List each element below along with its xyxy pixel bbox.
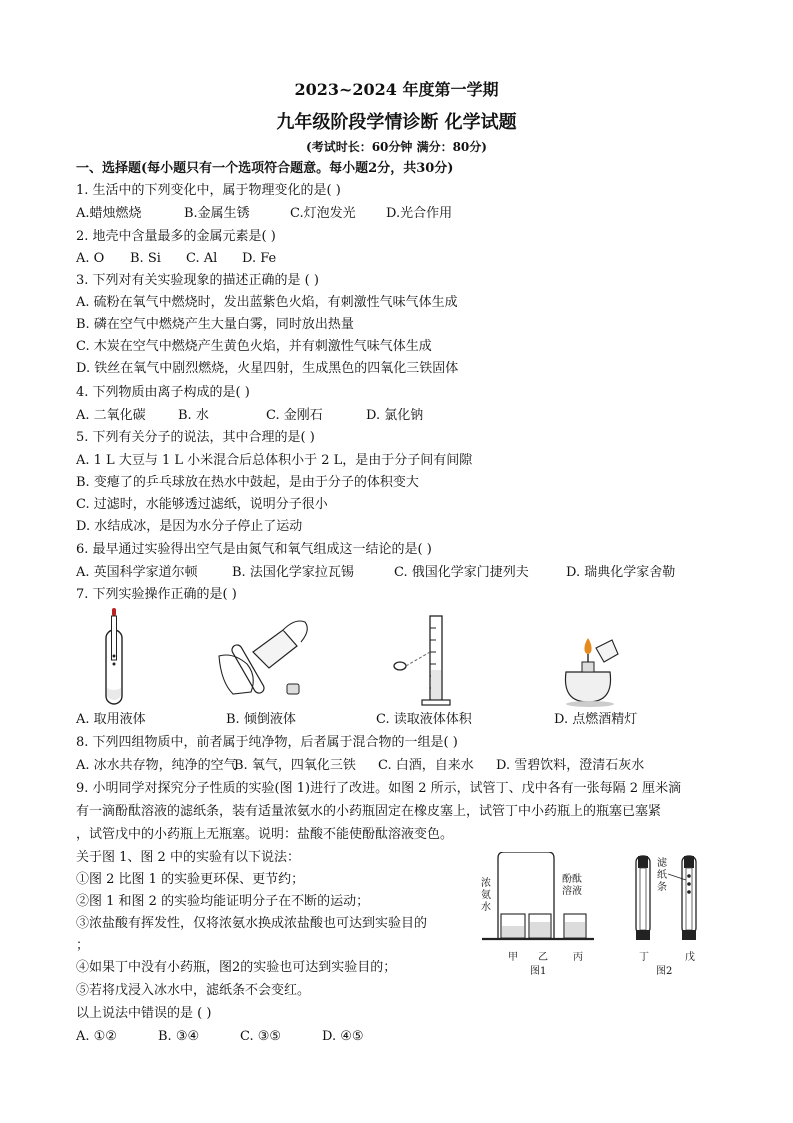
q1-option-b: B.金属生锈 bbox=[184, 206, 250, 221]
q8-option-b: B. 氧气，四氧化三铁 bbox=[234, 758, 356, 773]
q3-option-b: B. 磷在空气中燃烧产生大量白雾，同时放出热量 bbox=[76, 317, 354, 332]
q9-statement-1: ①图 2 比图 1 的实验更环保、更节约； bbox=[76, 872, 305, 887]
q9-paragraph-2: 有一滴酚酞溶液的滤纸条，装有适量浓氨水的小药瓶固定在橡皮塞上，试管丁中小药瓶上的瓶塞已塞紧 bbox=[76, 804, 662, 819]
q7-option-b: B. 倾倒液体 bbox=[226, 712, 296, 727]
q1-options bbox=[76, 205, 452, 223]
q2-option-b: B. Si bbox=[130, 251, 161, 266]
figure-1-beakers bbox=[478, 852, 598, 944]
label-ding: 丁 bbox=[639, 952, 649, 963]
q6-options bbox=[76, 564, 675, 582]
alcohol-lamp-figure bbox=[552, 632, 622, 708]
q9-options bbox=[76, 1028, 364, 1046]
q9-statement-3-tail: ； bbox=[76, 938, 90, 953]
graduated-cylinder-figure bbox=[392, 612, 472, 708]
q9-paragraph-1: 9. 小明同学对探究分子性质的实验(图 1)进行了改进。如图 2 所示，试管丁、戊中各有一张每隔 2 厘米滴 bbox=[76, 781, 682, 796]
pouring-liquid-figure bbox=[213, 612, 313, 704]
section-heading: 一、选择题(每小题只有一个选项符合题意。每小题2分，共30分) bbox=[76, 161, 454, 176]
q2-options bbox=[76, 250, 276, 268]
q4-stem: 4. 下列物质由离子构成的是( ) bbox=[76, 385, 250, 400]
q4-option-d: D. 氯化钠 bbox=[366, 408, 424, 423]
q1-option-c: C.灯泡发光 bbox=[290, 206, 356, 221]
q6-option-a: A. 英国科学家道尔顿 bbox=[76, 565, 198, 580]
q9-intro: 关于图 1、图 2 中的实验有以下说法： bbox=[76, 850, 300, 865]
q4-options bbox=[76, 407, 423, 425]
q9-option-b: B. ③④ bbox=[158, 1029, 200, 1044]
q2-option-c: C. Al bbox=[186, 251, 218, 266]
figure-1-caption: 图1 bbox=[530, 966, 547, 977]
q9-statement-5: ⑤若将戊浸入冰水中，滤纸条不会变红。 bbox=[76, 983, 311, 998]
q7-option-d: D. 点燃酒精灯 bbox=[554, 712, 638, 727]
q2-option-d: D. Fe bbox=[242, 251, 277, 266]
figure-2-caption: 图2 bbox=[656, 966, 673, 977]
q5-stem: 5. 下列有关分子的说法，其中合理的是( ) bbox=[76, 430, 315, 445]
q4-option-b: B. 水 bbox=[178, 408, 209, 423]
q9-statement-2: ②图 1 和图 2 的实验均能证明分子在不断的运动； bbox=[76, 894, 370, 909]
label-yi: 乙 bbox=[538, 952, 548, 963]
q9-statement-4: ④如果丁中没有小药瓶，图2的实验也可达到实验目的； bbox=[76, 960, 397, 975]
q8-options bbox=[76, 757, 644, 775]
q8-stem: 8. 下列四组物质中，前者属于纯净物，后者属于混合物的一组是( ) bbox=[76, 735, 458, 750]
label-conc-ammonia: 浓氨水 bbox=[481, 878, 491, 913]
q3-stem: 3. 下列对有关实验现象的描述正确的是 ( ) bbox=[76, 273, 319, 288]
dropper-test-tube-figure bbox=[95, 608, 135, 708]
q6-stem: 6. 最早通过实验得出空气是由氮气和氧气组成这一结论的是( ) bbox=[76, 542, 432, 557]
q9-paragraph-3: ，试管戊中的小药瓶上无瓶塞。说明：盐酸不能使酚酞溶液变色。 bbox=[76, 827, 454, 842]
q3-option-a: A. 硫粉在氧气中燃烧时，发出蓝紫色火焰，有刺激性气味气体生成 bbox=[76, 295, 458, 310]
q1-option-d: D.光合作用 bbox=[386, 206, 453, 221]
q9-statement-3: ③浓盐酸有挥发性，仅将浓氨水换成浓盐酸也可达到实验目的 bbox=[76, 916, 428, 931]
label-bing: 丙 bbox=[573, 952, 583, 963]
q2-stem: 2. 地壳中含量最多的金属元素是( ) bbox=[76, 229, 276, 244]
q7-option-c: C. 读取液体体积 bbox=[376, 712, 472, 727]
q4-option-c: C. 金刚石 bbox=[266, 408, 323, 423]
label-wu: 戊 bbox=[685, 952, 695, 963]
q9-option-c: C. ③⑤ bbox=[240, 1029, 282, 1044]
q4-option-a: A. 二氧化碳 bbox=[76, 408, 146, 423]
q1-option-a: A.蜡烛燃烧 bbox=[76, 206, 142, 221]
q7-stem: 7. 下列实验操作正确的是( ) bbox=[76, 587, 237, 602]
q9-question: 以上说法中错误的是 ( ) bbox=[76, 1006, 212, 1021]
q6-option-c: C. 俄国化学家门捷列夫 bbox=[394, 565, 529, 580]
q3-option-c: C. 木炭在空气中燃烧产生黄色火焰，并有刺激性气味气体生成 bbox=[76, 339, 432, 354]
q7-option-a: A. 取用液体 bbox=[76, 712, 146, 727]
q6-option-b: B. 法国化学家拉瓦锡 bbox=[232, 565, 354, 580]
q5-option-b: B. 变瘪了的乒乓球放在热水中鼓起，是由于分子的体积变大 bbox=[76, 475, 419, 490]
q8-option-a: A. 冰水共存物，纯净的空气 bbox=[76, 758, 237, 773]
q5-option-a: A. 1 L 大豆与 1 L 小米混合后总体积小于 2 L，是由于分子间有间隙 bbox=[76, 453, 473, 468]
label-phenolphthalein: 酚酞溶液 bbox=[562, 874, 582, 897]
label-filter-strip: 滤纸条 bbox=[657, 858, 667, 893]
q9-option-d: D. ④⑤ bbox=[322, 1029, 364, 1044]
exam-term: 2023~2024 年度第一学期 bbox=[294, 80, 499, 99]
q8-option-d: D. 雪碧饮料，澄清石灰水 bbox=[496, 758, 645, 773]
q5-option-c: C. 过滤时，水能够透过滤纸，说明分子很小 bbox=[76, 497, 328, 512]
q2-option-a: A. O bbox=[76, 251, 105, 266]
q1-stem: 1. 生活中的下列变化中，属于物理变化的是( ) bbox=[76, 183, 341, 198]
q3-option-d: D. 铁丝在氧气中剧烈燃烧，火星四射，生成黑色的四氧化三铁固体 bbox=[76, 361, 459, 376]
q8-option-c: C. 白酒，自来水 bbox=[378, 758, 474, 773]
label-jia: 甲 bbox=[508, 952, 518, 963]
q7-options bbox=[76, 711, 637, 729]
q9-option-a: A. ①② bbox=[76, 1029, 117, 1044]
exam-title: 九年级阶段学情诊断 化学试题 bbox=[276, 112, 517, 133]
q6-option-d: D. 瑞典化学家舍勒 bbox=[566, 565, 676, 580]
q5-option-d: D. 水结成冰，是因为水分子停止了运动 bbox=[76, 519, 303, 534]
exam-info: (考试时长：60分钟 满分：80分) bbox=[306, 140, 487, 154]
